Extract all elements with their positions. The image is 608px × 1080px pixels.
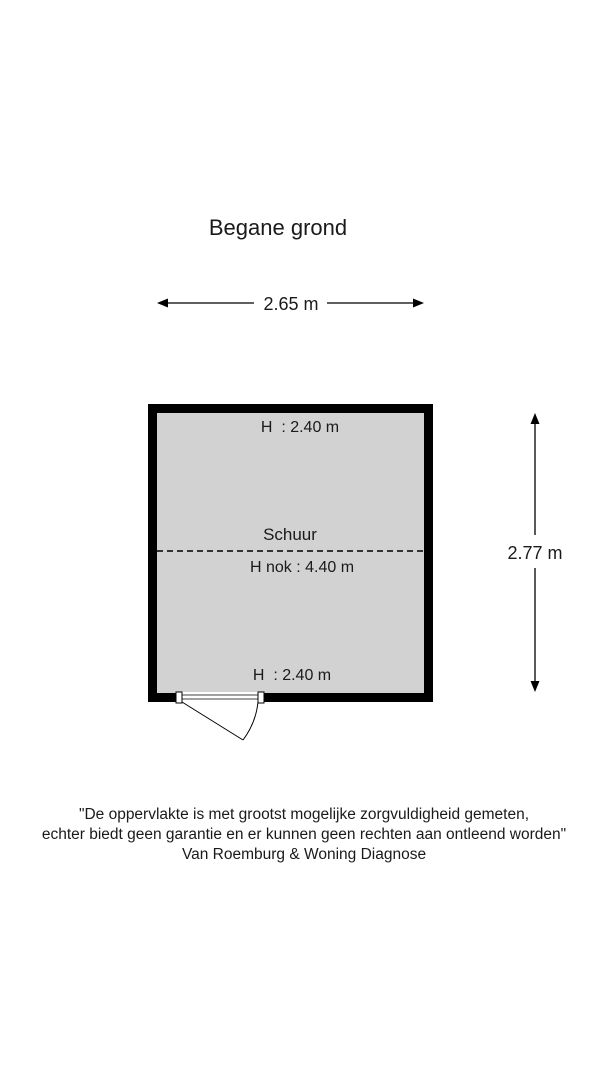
disclaimer-line-2: echter biedt geen garantie en er kunnen geen rechten aan ontleend worden" — [41, 826, 567, 843]
door-leaf — [182, 702, 243, 740]
door-jamb-left — [176, 692, 182, 703]
room-name: Schuur — [263, 525, 317, 544]
disclaimer — [0, 805, 608, 865]
room-height-top: H : 2.40 m — [260, 419, 340, 436]
room-schuur — [148, 404, 433, 740]
room-height-ridge: H nok : 4.40 m — [249, 559, 355, 576]
depth-arrow-bottom-icon — [531, 681, 540, 692]
width-arrow-left-icon — [157, 299, 168, 308]
door-swing-arc — [243, 702, 258, 740]
depth-dimension-label: 2.77 m — [507, 543, 563, 563]
disclaimer-line-1: "De oppervlakte is met grootst mogelijke zorgvuldigheid gemeten, — [78, 806, 530, 823]
disclaimer-line-3: Van Roemburg & Woning Diagnose — [181, 846, 427, 863]
depth-dimension — [507, 413, 562, 692]
width-arrow-right-icon — [413, 299, 424, 308]
door-opening — [182, 692, 258, 703]
depth-arrow-top-icon — [531, 413, 540, 424]
door-jamb-right — [258, 692, 264, 703]
room-floor — [157, 413, 424, 693]
floor-title: Begane grond — [208, 215, 348, 240]
door — [176, 692, 264, 740]
room-height-bottom: H : 2.40 m — [252, 667, 332, 684]
width-dimension — [157, 294, 424, 314]
width-dimension-label: 2.65 m — [263, 294, 319, 314]
